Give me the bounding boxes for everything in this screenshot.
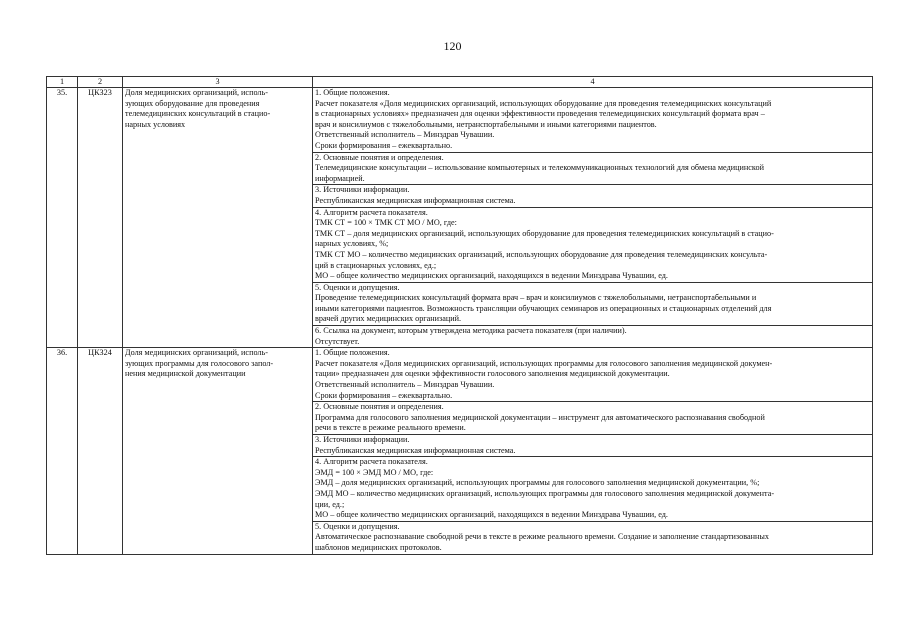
section-heading: 4. Алгоритм расчета показателя.	[315, 207, 428, 217]
section-heading: 6. Ссылка на документ, которым утверждена методика расчета показателя (при наличии).	[315, 326, 627, 336]
header-col-3: 3	[123, 77, 313, 88]
section-text-line: МО – общее количество медицинских организаций, находящихся в ведении Минздрава Чувашии, ед.	[315, 271, 668, 281]
section-text-line: Республиканская медицинская информационная система.	[315, 445, 516, 455]
methodology-section	[313, 456, 872, 521]
indicator-name-line: нения медицинской документации	[125, 369, 246, 379]
indicator-name-line: Доля медицинских организаций, исполь-	[125, 348, 268, 358]
section-text-line: Автоматическое распознавание свободной речи в тексте в режиме реального времени. Создание и заполнение стандартизованных	[315, 532, 769, 542]
header-col-2: 2	[78, 77, 123, 88]
section-text-line: речи в тексте в режиме реального времени.	[315, 423, 466, 433]
section-text-line: Проведение телемедицинских консультаций формата врач – врач и консилиумов с тяжелобольными, нетранспортабельными и	[315, 293, 757, 303]
section-heading: 2. Основные понятия и определения.	[315, 152, 444, 162]
section-text-line: шаблонов медицинских протоколов.	[315, 542, 442, 552]
indicator-name-line: зующих оборудование для проведения	[125, 98, 260, 108]
section-text-line: тации» предназначен для оценки эффективности голосового заполнения медицинской документации.	[315, 369, 670, 379]
section-text-line: в стационарных условиях» предназначен для оценки эффективности проведения телемедицинских консультаций формата врач –	[315, 109, 765, 119]
section-text-line: иными категориями пациентов. Возможность трансляции обучающих семинаров из операционных и стационарных отделений для	[315, 303, 772, 313]
indicator-name-line: телемедицинских консультаций в стацио-	[125, 109, 271, 119]
section-text-line: ТМК СТ – доля медицинских организаций, использующих оборудование для проведения телемедицинских консультаций в стацио-	[315, 228, 774, 238]
section-text-line: Сроки формирования – ежеквартально.	[315, 390, 453, 400]
header-col-1: 1	[47, 77, 78, 88]
section-text-line: нарных условиях, %;	[315, 239, 389, 249]
methodology-cell	[313, 348, 873, 554]
section-text-line: ТМК СТ МО – количество медицинских организаций, использующих оборудование для проведения телемедицинских консульта-	[315, 249, 768, 259]
section-text-line: врач и консилиумов с тяжелобольными, нетранспортабельными и иными категориями пациентов.	[315, 119, 657, 129]
methodology-section	[313, 348, 872, 401]
methodology-section	[313, 521, 872, 554]
indicator-name	[123, 348, 313, 554]
indicator-name-line: нарных условиях	[125, 119, 186, 129]
indicator-code: ЦКЗ23	[78, 88, 123, 348]
section-text-line: Ответственный исполнитель – Минздрав Чувашии.	[315, 380, 495, 390]
table-row	[47, 348, 873, 554]
section-heading: 1. Общие положения.	[315, 88, 390, 97]
section-text-line: Телемедицинские консультации – использование компьютерных и телекоммуникационных технологий для обмена медицинской	[315, 163, 764, 173]
methodology-section	[313, 184, 872, 206]
section-text-line: ции, ед.;	[315, 499, 345, 509]
methodology-section	[313, 282, 872, 325]
methodology-section	[313, 152, 872, 185]
methodology-cell	[313, 88, 873, 348]
section-heading: 4. Алгоритм расчета показателя.	[315, 457, 428, 467]
section-text-line: ТМК СТ = 100 × ТМК СТ МО / МО, где:	[315, 218, 457, 228]
section-text-line: Расчет показателя «Доля медицинских организаций, использующих оборудование для проведения телемедицинских консультаций	[315, 98, 772, 108]
section-text-line: МО – общее количество медицинских организаций, находящихся в ведении Минздрава Чувашии, ед.	[315, 510, 668, 520]
row-number: 35.	[47, 88, 78, 348]
methodology-section	[313, 401, 872, 434]
methodology-section	[313, 207, 872, 282]
section-text-line: Расчет показателя «Доля медицинских организаций, использующих программы для голосового заполнения медицинской докумен-	[315, 358, 773, 368]
methodology-section	[313, 325, 872, 347]
indicator-code: ЦКЗ24	[78, 348, 123, 554]
methodology-section	[313, 434, 872, 456]
section-heading: 3. Источники информации.	[315, 185, 410, 195]
methodology-section	[313, 88, 872, 152]
section-text-line: ЭМД МО – количество медицинских организаций, использующих программы для голосового заполнения медицинской документа-	[315, 488, 775, 498]
table-row	[47, 88, 873, 348]
section-text-line: информацией.	[315, 173, 365, 183]
section-heading: 2. Основные понятия и определения.	[315, 402, 444, 412]
indicator-name	[123, 88, 313, 348]
section-heading: 3. Источники информации.	[315, 435, 410, 444]
section-text-line: ций в стационарных условиях, ед.;	[315, 260, 437, 270]
section-text-line: ЭМД – доля медицинских организаций, использующих программы для голосового заполнения медицинской документации, %;	[315, 478, 760, 488]
header-col-4: 4	[313, 77, 873, 88]
table-header-row	[47, 77, 873, 88]
section-text-line: ЭМД = 100 × ЭМД МО / МО, где:	[315, 467, 434, 477]
section-text-line: Сроки формирования – ежеквартально.	[315, 140, 453, 150]
section-text-line: Республиканская медицинская информационная система.	[315, 195, 516, 205]
section-text-line: Программа для голосового заполнения медицинской документации – инструмент для автоматического распознавания свободной	[315, 412, 765, 422]
indicator-name-line: зующих программы для голосового запол-	[125, 358, 274, 368]
section-heading: 5. Оценки и допущения.	[315, 282, 400, 292]
indicator-table	[46, 76, 873, 555]
page-number: 120	[443, 39, 462, 53]
section-text-line: Отсутствует.	[315, 336, 360, 346]
indicator-name-line: Доля медицинских организаций, исполь-	[125, 88, 268, 97]
section-text-line: Ответственный исполнитель – Минздрав Чувашии.	[315, 130, 495, 140]
section-heading: 1. Общие положения.	[315, 348, 390, 358]
section-text-line: врачей других медицинских организаций.	[315, 314, 462, 324]
row-number: 36.	[47, 348, 78, 554]
section-heading: 5. Оценки и допущения.	[315, 521, 400, 531]
